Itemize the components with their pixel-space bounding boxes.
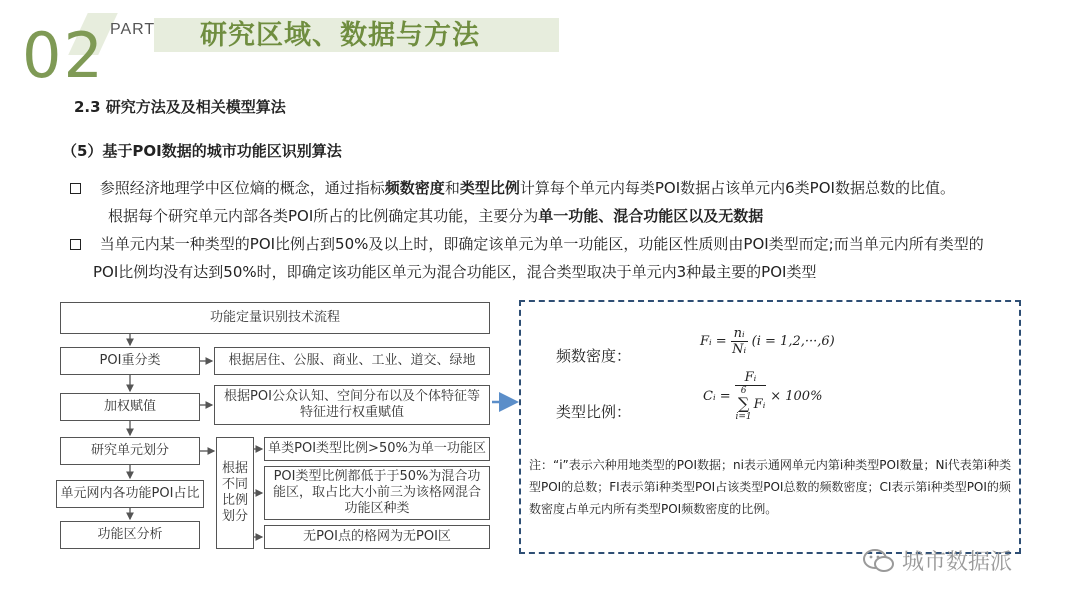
sub-heading: （5）基于POI数据的城市功能区识别算法 <box>62 142 342 160</box>
formula-ratio <box>703 370 822 422</box>
formula-denominator <box>736 386 766 422</box>
part-number: 02 <box>22 19 105 92</box>
bullet-text: 根据每个研究单元内部各类POI所占的比例确定其功能，主要分为 <box>108 207 539 225</box>
formula-percent: × 100% <box>770 388 823 404</box>
flow-outcome-none: 无POI点的格网为无POI区 <box>264 525 490 549</box>
bullet-text: 参照经济地理学中区位熵的概念，通过指标 <box>99 179 385 197</box>
flow-step-analysis: 功能区分析 <box>60 521 200 549</box>
sum-sign: ∑ <box>737 394 750 413</box>
flow-step-proportion: 单元网内各功能POI占比 <box>56 480 204 508</box>
flow-criteria-box: 根据不同比例划分 <box>216 437 254 549</box>
bullet-bold: 类型比例 <box>459 179 520 197</box>
formula-range: (i = 1,2,···,6) <box>751 334 835 349</box>
formula-lhs: Fᵢ = <box>700 334 727 349</box>
section-heading: 2.3 研究方法及及相关模型算法 <box>74 98 286 116</box>
part-label: PART <box>110 21 156 38</box>
formula-note: 注：“i”表示六种用地类型的POI数据；ni表示通网单元内第i种类型POI数量；Ni代表第i种类型POI的总数；FI表示第i种类型POI占该类型POI总数的频数密度；CI表示第i种类型POI的频数密度占单元内所有类型POI频数密度的比例。 <box>529 458 1012 516</box>
sum-upper: 6 <box>740 386 747 396</box>
flow-right-categories: 根据居住、公服、商业、工业、道交、绿地 <box>214 347 490 375</box>
flow-outcome-mixed: POI类型比例都低于于50%为混合功能区，取占比大小前三为该格网混合功能区种类 <box>264 466 490 520</box>
flow-step-weighting: 加权赋值 <box>60 393 200 421</box>
type-ratio-label: 类型比例： <box>556 403 632 421</box>
watermark <box>862 545 1012 576</box>
flow-step-reclassify: POI重分类 <box>60 347 200 375</box>
page-title: 研究区域、数据与方法 <box>200 20 480 51</box>
formula-numerator: nᵢ <box>731 326 748 342</box>
flow-right-weights: 根据POI公众认知、空间分布以及个体特征等特征进行权重赋值 <box>214 385 490 425</box>
bullet-2-line-2: POI比例均没有达到50%时，即确定该功能区单元为混合功能区，混合类型取决于单元内3种最主要的POI类型 <box>93 263 817 281</box>
flow-step-unit-division: 研究单元划分 <box>60 437 200 465</box>
flow-title-box: 功能定量识别技术流程 <box>60 302 490 334</box>
bullet-text: 和 <box>444 179 460 197</box>
formula-frequency <box>700 326 835 357</box>
watermark-text: 城市数据派 <box>902 550 1013 575</box>
formula-numerator: Fᵢ <box>735 370 767 386</box>
formula-lhs: Cᵢ = <box>703 388 731 404</box>
bullet-bold: 频数密度 <box>384 179 445 197</box>
bullet-text: 计算每个单元内每类POI数据占该单元内6类POI数据总数的比值。 <box>519 179 955 197</box>
formula-fraction <box>731 326 748 357</box>
formula-denominator: Nᵢ <box>732 342 747 357</box>
wechat-icon <box>862 548 896 574</box>
freq-density-label: 频数密度： <box>556 347 632 365</box>
sum-variable: Fᵢ <box>753 396 766 412</box>
sum-lower: i=1 <box>735 412 752 422</box>
sum-symbol <box>736 386 752 422</box>
bullet-bold: 单一功能、混合功能区以及无数据 <box>538 207 764 225</box>
flow-outcome-single: 单类POI类型比例>50%为单一功能区 <box>264 437 490 461</box>
bullet-text: 当单元内某一种类型的POI比例占到50%及以上时，即确定该单元为单一功能区，功能区性质则由POI类型而定;而当单元内所有类型的 <box>99 235 984 253</box>
formula-fraction <box>735 370 767 422</box>
